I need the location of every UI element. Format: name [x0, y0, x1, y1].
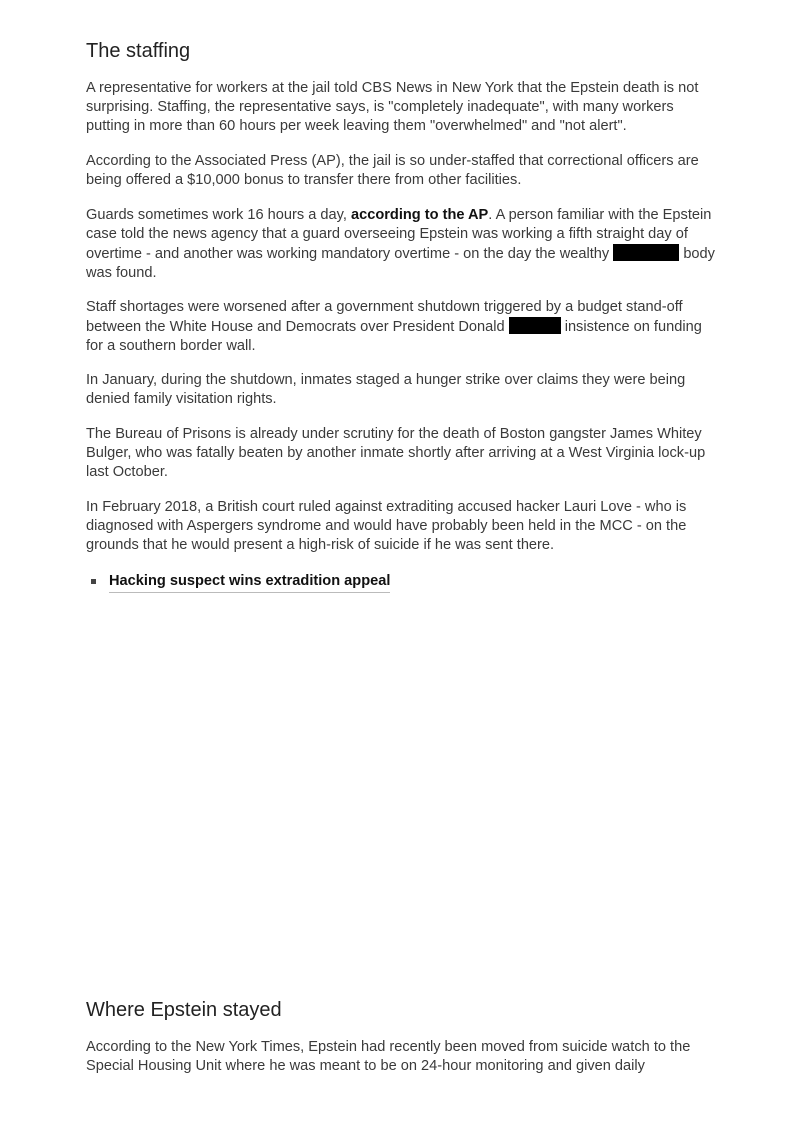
- paragraph-staffing-1: A representative for workers at the jail told CBS News in New York that the Epstein death is not surprising. Staffing, the representative says, is "completely inadequate", with many workers putting in more than 60 hours per week leaving them "overwhelmed" and "not alert".: [86, 80, 699, 134]
- paragraph-text: . A person familiar with the Epstein case told the news agency that a guard overseeing Epstein was working a fifth straight day of overtime - and another was working mandatory overtime - on the day the wealthy: [86, 207, 712, 262]
- paragraph-text: insistence on funding for a southern border wall.: [86, 319, 702, 354]
- paragraph-where-stayed-1: According to the New York Times, Epstein had recently been moved from suicide watch to the Special Housing Unit where he was meant to be on 24-hour monitoring and given daily: [86, 1039, 691, 1074]
- bullet-square-icon: [91, 579, 96, 584]
- paragraph-text: Guards sometimes work 16 hours a day,: [86, 207, 351, 223]
- paragraph-staffing-5: In January, during the shutdown, inmates staged a hunger strike over claims they were being denied family visitation rights.: [86, 372, 686, 407]
- related-link-list-item: [86, 572, 716, 592]
- paragraph-staffing-7: In February 2018, a British court ruled against extraditing accused hacker Lauri Love - who is diagnosed with Aspergers syndrome and would have probably been held in the MCC - on the grounds that he would present a high-risk of suicide if he was sent there.: [86, 499, 687, 553]
- related-article-link[interactable]: Hacking suspect wins extradition appeal: [109, 572, 390, 593]
- paragraph-staffing-4: [86, 298, 716, 356]
- section-heading-staffing: The staffing: [86, 40, 191, 62]
- paragraph-staffing-3: [86, 206, 716, 283]
- paragraph-text: Staff shortages were worsened after a government shutdown triggered by a budget stand-off between the White House and Democrats over President Donald: [86, 299, 683, 335]
- redaction-block: [613, 244, 679, 261]
- section-heading-where-epstein-stayed: Where Epstein stayed: [86, 999, 282, 1021]
- according-to-ap-link[interactable]: according to the AP: [350, 207, 489, 223]
- paragraph-staffing-2: According to the Associated Press (AP), the jail is so under-staffed that correctional officers are being offered a $10,000 bonus to transfer there from other facilities.: [86, 153, 699, 188]
- paragraph-staffing-6: The Bureau of Prisons is already under scrutiny for the death of Boston gangster James Whitey Bulger, who was fatally beaten by another inmate shortly after arriving at a West Virginia lock-up last October.: [86, 426, 706, 480]
- paragraph-text: body was found.: [86, 246, 715, 281]
- redaction-block: [509, 317, 561, 334]
